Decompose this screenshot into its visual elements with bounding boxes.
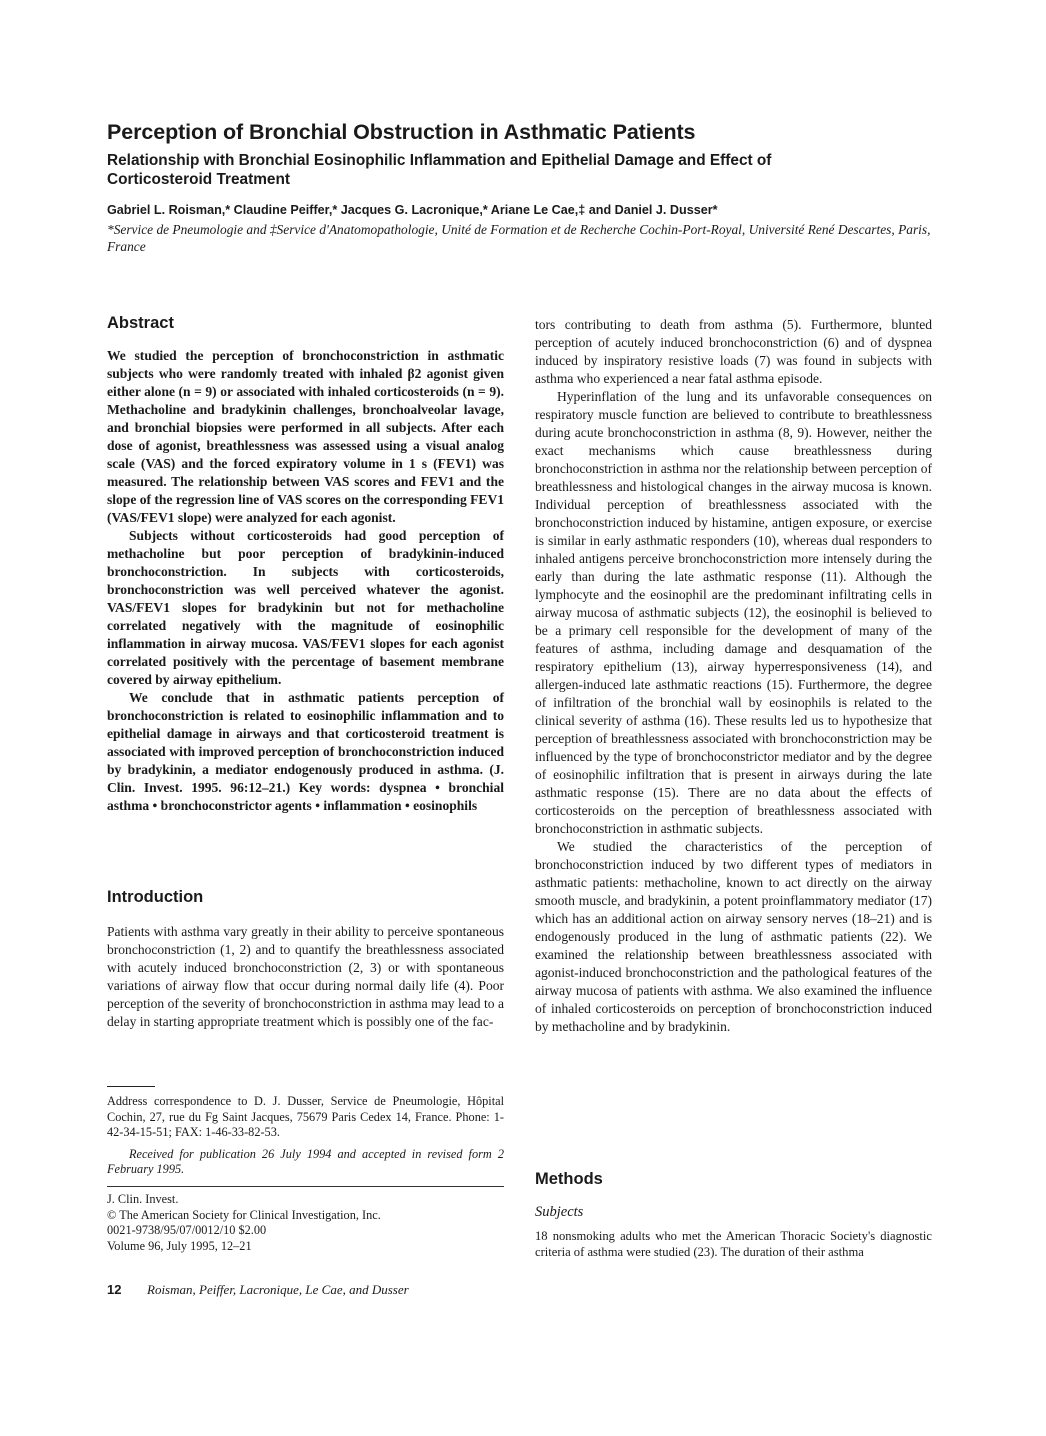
methods-body [535,1228,932,1260]
abstract-paragraph-1: We studied the perception of bronchoconstriction in asthmatic subjects who were randomly treated with inhaled β2 agonist given either alone (n = 9) or associated with inhaled corticosteroids (n = 9). Methacholine and bradykinin challenges, bronchoalveolar lavage, and bronchial biopsies were performed in all subjects. After each dose of agonist, breathlessness was assessed using a visual analog scale (VAS) and the forced expiratory volume in 1 s (FEV1) was measured. The relationship between VAS scores and FEV1 and the slope of the regression line of VAS scores on the corresponding FEV1 (VAS/FEV1 slope) were analyzed for each agonist. [107,348,505,525]
journal-info-rule [107,1186,504,1187]
methods-heading: Methods [535,1170,603,1188]
journal-line-1: J. Clin. Invest. [107,1192,179,1206]
article-subtitle: Relationship with Bronchial Eosinophilic Inflammation and Epithelial Damage and Effect of Corticosteroid Treatment [107,152,772,188]
author-list: Gabriel L. Roisman,* Claudine Peiffer,* Jacques G. Lacronique,* Ariane Le Cae,‡ and Daniel J. Dusser* [107,203,718,217]
right-paragraph-2: Hyperinflation of the lung and its unfavorable consequences on respiratory muscle function are believed to contribute to breathlessness during acute bronchoconstriction in asthma (8, 9). However, neither the exact mechanisms which cause breathlessness during bronchoconstriction in asthma nor the relationship between perception of breathlessness and histological changes in the airway mucosa is known. Individual perception of breathlessness associated with the bronchoconstriction induced by histamine, antigen exposure, or exercise is similar in early asthmatic responders (10), whereas dual responders to inhaled antigens perceive bronchoconstriction more intensely during the early than during the late asthmatic response (11). Although the lymphocyte and the eosinophil are the predominant infiltrating cells in airway mucosa of asthmatic subjects (12), the eosinophil is believed to be a primary cell responsible for the development of many of the features of asthma, including damage and desquamation of the respiratory epithelium (13), airway hyperresponsiveness (14), and allergen-induced late asthmatic reactions (15). Furthermore, the degree of infiltration of the bronchial wall by eosinophils is related to the clinical severity of asthma (16). These results led us to hypothesize that perception of breathlessness associated with bronchoconstriction may be influenced by the type of bronchoconstrictor mediator and by the degree of eosinophilic infiltration that is present in airways during the late asthmatic response (15). There are no data about the effects of corticosteroids on the perception of breathlessness associated with bronchoconstriction in asthmatic subjects. [535,389,932,836]
right-column-body [535,316,932,1036]
introduction-heading: Introduction [107,888,204,906]
journal-line-3: 0021-9738/95/07/0012/10 $2.00 [107,1223,267,1237]
abstract-body [107,347,504,815]
introduction-body [107,923,504,1031]
running-authors: Roisman, Peiffer, Lacronique, Le Cae, and Dusser [147,1282,409,1297]
affiliation: *Service de Pneumologie and ‡Service d'Anatomopathologie, Unité de Formation et de Recherche Cochin-Port-Royal, Université René Descartes, Paris, France [107,222,931,254]
footnotes [107,1094,504,1178]
article-title: Perception of Bronchial Obstruction in Asthmatic Patients [107,120,696,144]
journal-info [107,1192,504,1254]
right-paragraph-3: We studied the characteristics of the perception of bronchoconstriction induced by two different types of mediators in asthmatic patients: methacholine, known to act directly on the airway smooth muscle, and bradykinin, a potent proinflammatory mediator (17) which has an additional action on airway sensory nerves (18–21) and is endogenously produced in the lung of asthmatic patients (22). We examined the relationship between breathlessness associated with agonist-induced bronchoconstriction and the pathological features of the airway mucosa of patients with asthma. We also examined the influence of inhaled corticosteroids on perception of bronchoconstriction induced by methacholine and by bradykinin. [535,839,932,1034]
journal-line-4: Volume 96, July 1995, 12–21 [107,1238,252,1253]
subjects-subheading: Subjects [535,1204,584,1220]
page-number: 12 [107,1282,122,1297]
footnote-rule [107,1086,155,1087]
abstract-paragraph-2: Subjects without corticosteroids had good perception of methacholine but poor perception of bradykinin-induced bronchoconstriction. In subjects with corticosteroids, bronchoconstriction was well perceived whatever the agonist. VAS/FEV1 slopes for bradykinin but not for methacholine correlated negatively with the magnitude of eosinophilic inflammation in airway mucosa. VAS/FEV1 slopes for each agonist correlated positively with the percentage of basement membrane covered by airway epithelium. [107,528,504,687]
received-note: Received for publication 26 July 1994 and accepted in revised form 2 February 1995. [107,1146,504,1176]
right-paragraph-1: tors contributing to death from asthma (5). Furthermore, blunted perception of acutely induced bronchoconstriction (6) and of dyspnea induced by inspiratory resistive loads (7) was found in subjects with asthma who experienced a near fatal asthma episode. [535,317,932,386]
introduction-paragraph-1: Patients with asthma vary greatly in their ability to perceive spontaneous bronchoconstriction (1, 2) and to quantify the breathlessness associated with acutely induced bronchoconstriction (2, 3) or with spontaneous variations of airway flow that occur during normal daily life (4). Poor perception of the severity of bronchoconstriction in asthma may lead to a delay in starting appropriate treatment which is possibly one of the fac- [107,924,504,1029]
journal-line-2: © The American Society for Clinical Investigation, Inc. [107,1207,381,1222]
abstract-paragraph-3: We conclude that in asthmatic patients perception of bronchoconstriction is related to eosinophilic inflammation and to epithelial damage in airways and that corticosteroid treatment is associated with improved perception of bronchoconstriction induced by bradykinin, a mediator endogenously produced in asthma. (J. Clin. Invest. 1995. 96:12–21.) Key words: dyspnea • bronchial asthma • bronchoconstrictor agents • inflammation • eosinophils [107,690,504,813]
methods-paragraph: 18 nonsmoking adults who met the American Thoracic Society's diagnostic criteria of asthma were studied (23). The duration of their asthma [535,1229,932,1259]
correspondence-note: Address correspondence to D. J. Dusser, Service de Pneumologie, Hôpital Cochin, 27, rue du Fg Saint Jacques, 75679 Paris Cedex 14, France. Phone: 1-42-34-15-51; FAX: 1-46-33-82-53. [107,1094,504,1139]
abstract-heading: Abstract [107,314,174,332]
